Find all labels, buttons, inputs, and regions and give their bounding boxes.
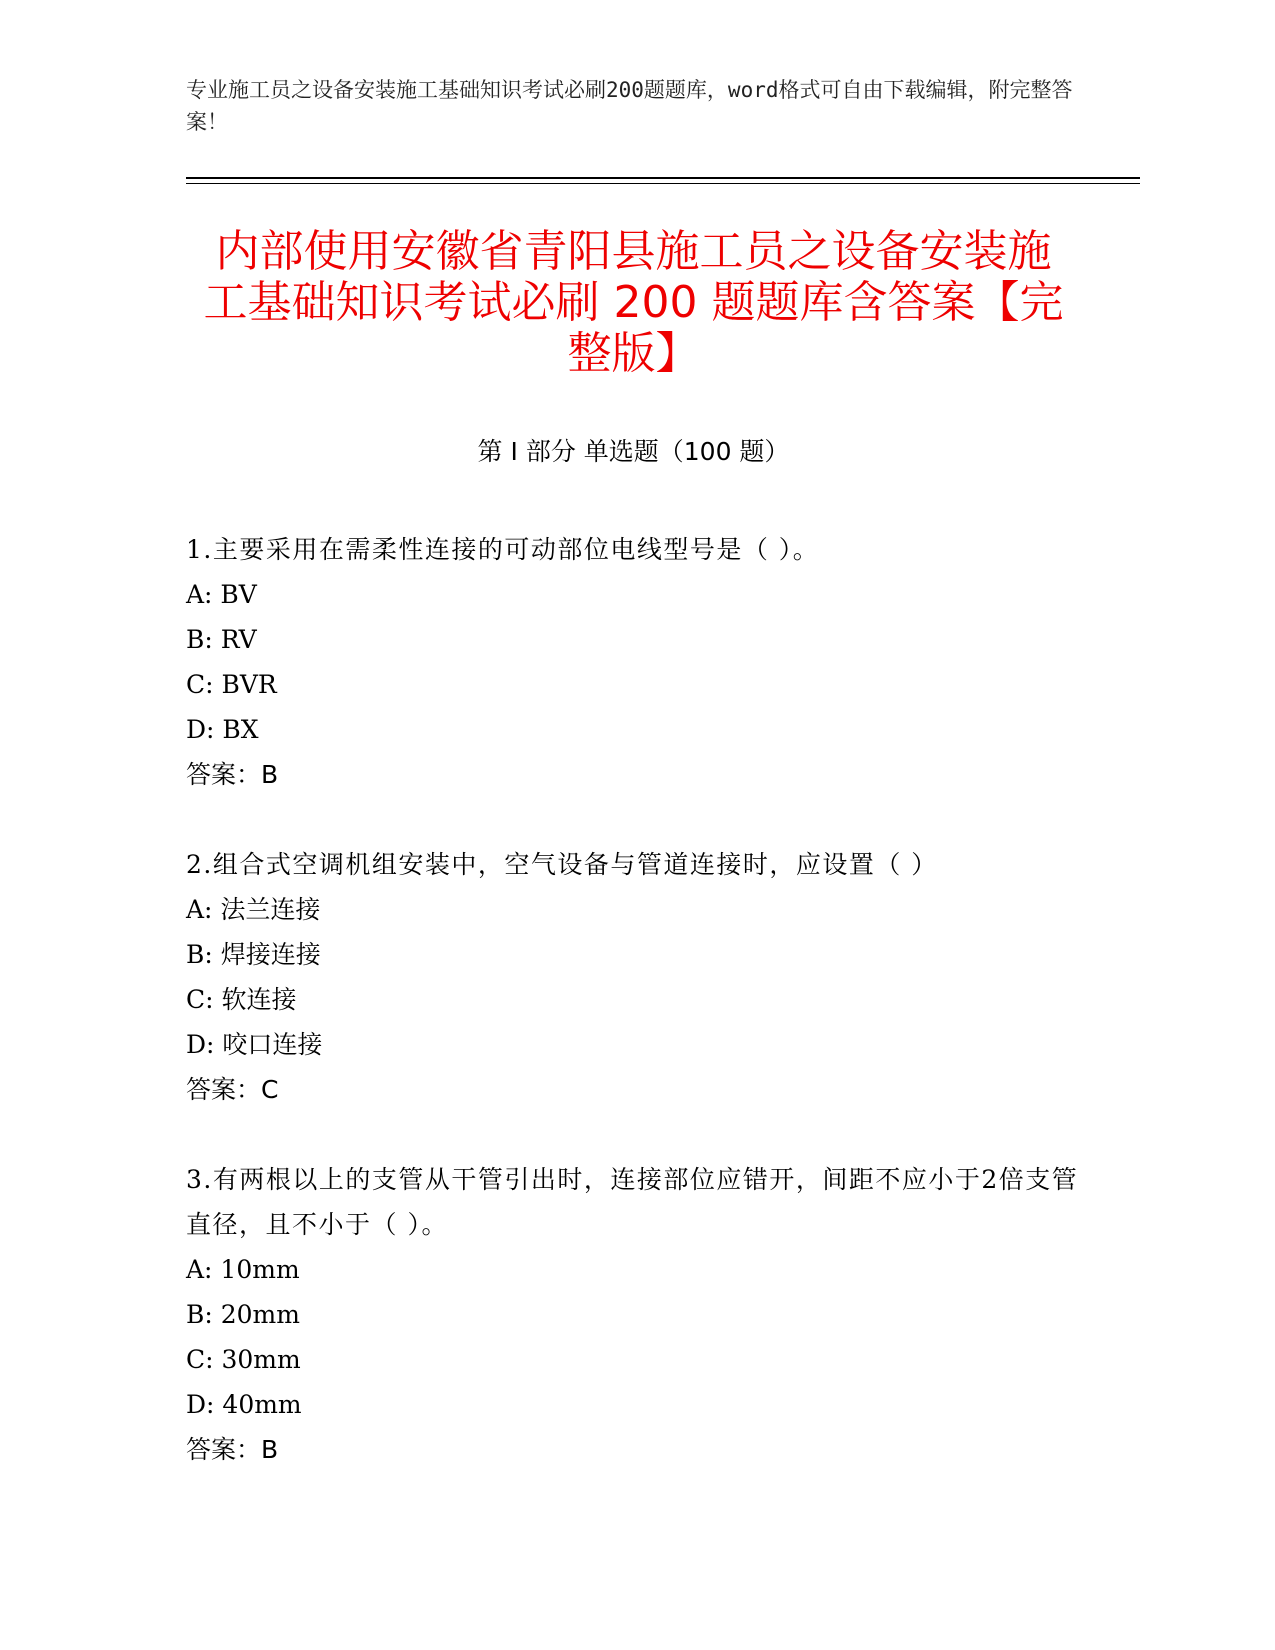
- question-stem: 2.组合式空调机组安装中，空气设备与管道连接时，应设置（ ）: [186, 850, 938, 879]
- question-item: [186, 1157, 1086, 1472]
- question-answer: 答案：B: [186, 1435, 279, 1464]
- question-option: A: BV: [186, 580, 257, 609]
- question-item: [186, 527, 1086, 797]
- title-line: 工基础知识考试必刷 200 题题库含答案【完: [203, 277, 1064, 328]
- question-option: A: 法兰连接: [186, 895, 321, 924]
- question-option: C: 软连接: [186, 985, 297, 1014]
- title-line: 内部使用安徽省青阳县施工员之设备安装施: [215, 226, 1052, 277]
- question-answer: 答案：C: [186, 1075, 279, 1104]
- question-list: [186, 527, 1086, 1517]
- question-item: [186, 842, 1086, 1112]
- question-option: C: BVR: [186, 670, 277, 699]
- question-option: B: 焊接连接: [186, 940, 321, 969]
- header-note: 专业施工员之设备安装施工基础知识考试必刷200题题库，word格式可自由下载编辑，附完整答案！: [186, 78, 1073, 134]
- document-title: [186, 226, 1081, 379]
- question-option: B: 20mm: [186, 1300, 300, 1329]
- question-option: D: 咬口连接: [186, 1030, 323, 1059]
- question-option: C: 30mm: [186, 1345, 301, 1374]
- question-answer: 答案：B: [186, 760, 279, 789]
- question-stem: 3.有两根以上的支管从干管引出时，连接部位应错开，间距不应小于2倍支管直径，且不小于（ ）。: [186, 1165, 1079, 1239]
- question-option: B: RV: [186, 625, 257, 654]
- question-stem: 1.主要采用在需柔性连接的可动部位电线型号是（ ）。: [186, 535, 820, 564]
- title-line: 整版】: [567, 328, 700, 379]
- header-divider-thin: [186, 183, 1140, 184]
- section-heading: 第 I 部分 单选题（100 题）: [477, 437, 790, 466]
- header-divider-thick: [186, 177, 1140, 179]
- question-option: D: BX: [186, 715, 259, 744]
- question-option: D: 40mm: [186, 1390, 302, 1419]
- question-option: A: 10mm: [186, 1255, 300, 1284]
